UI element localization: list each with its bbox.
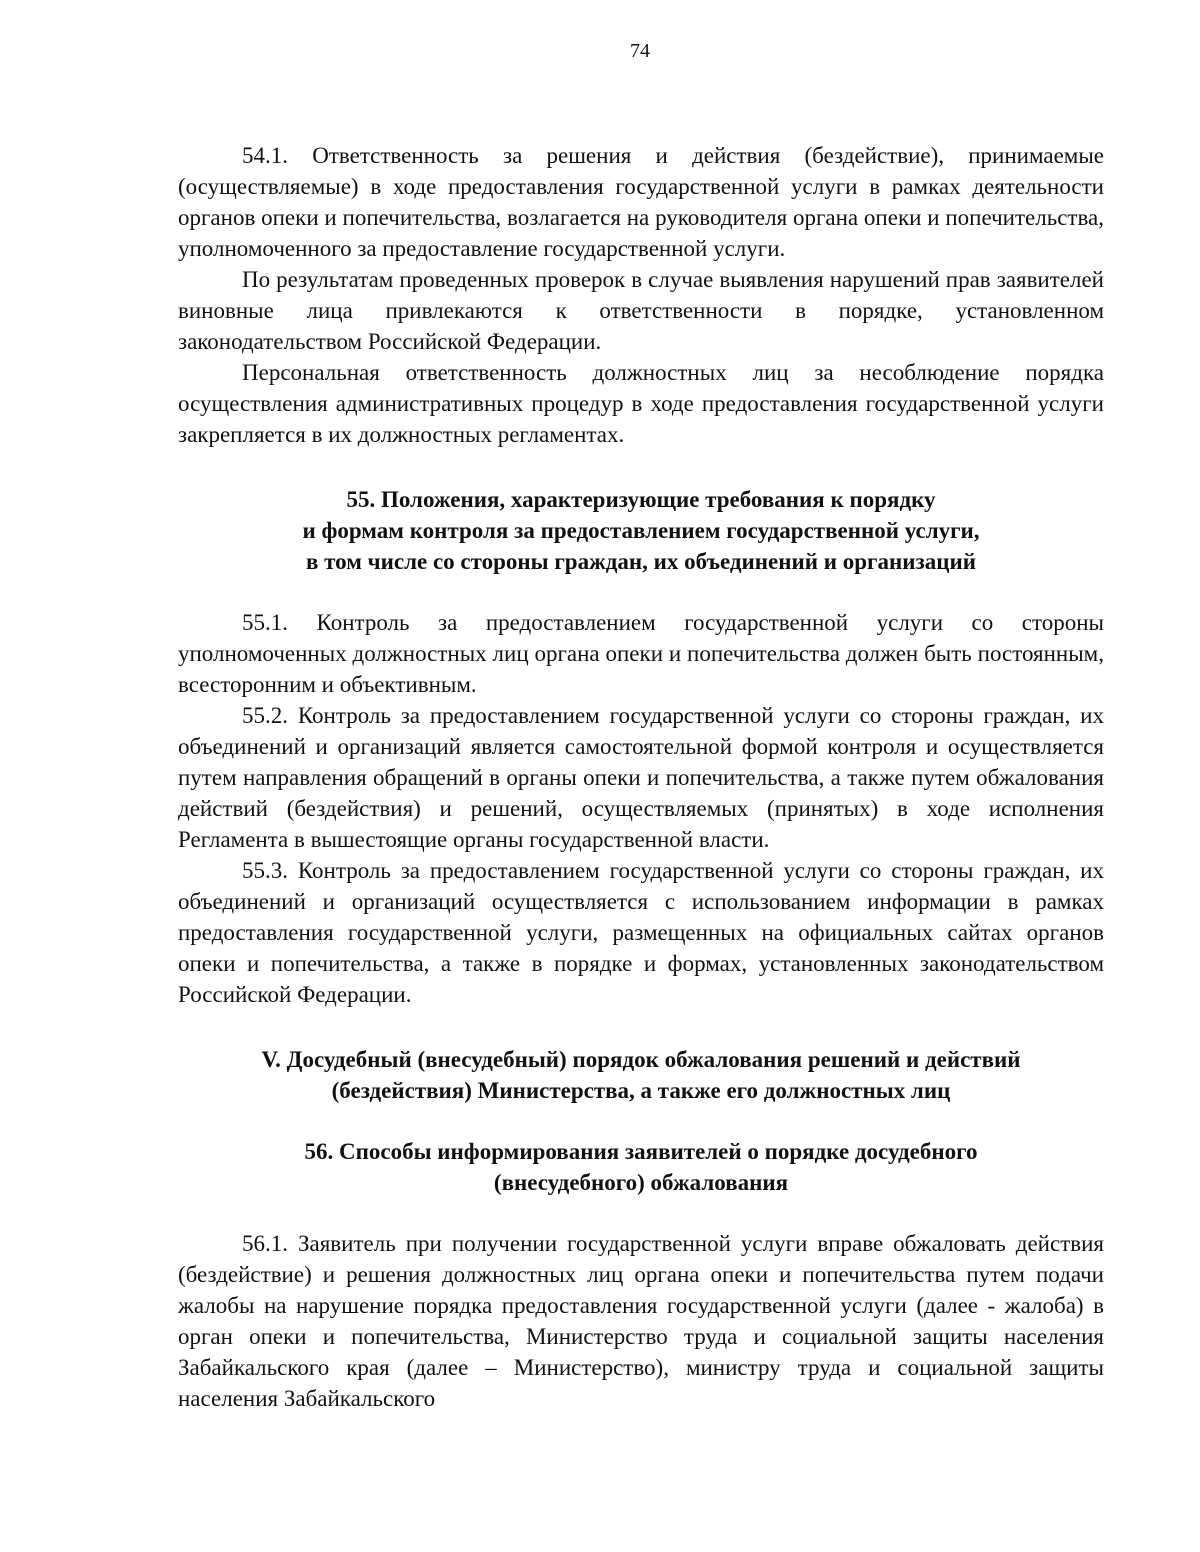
heading-line: V. Досудебный (внесудебный) порядок обжалования решений и действий xyxy=(261,1047,1021,1072)
heading-line: 55. Положения, характеризующие требования к порядку xyxy=(346,487,936,512)
heading-line: (бездействия) Министерства, а также его должностных лиц xyxy=(331,1078,951,1103)
heading-section-56 xyxy=(178,1136,1104,1198)
paragraph-55-2: 55.2. Контроль за предоставлением государственной услуги со стороны граждан, их объединений и организаций является самостоятельной формой контроля и осуществляется путем направления обращений в органы опеки и попечительства, а также путем обжалования действий (бездействия) и решений, осуществляемых (принятых) в ходе исполнения Регламента в вышестоящие органы государственной власти. xyxy=(178,703,1104,852)
heading-line: (внесудебного) обжалования xyxy=(493,1170,789,1195)
heading-line: и формам контроля за предоставлением государственной услуги, xyxy=(302,518,980,543)
paragraph-54-1: 54.1. Ответственность за решения и действия (бездействие), принимаемые (осуществляемые) в ходе предоставления государственной услуги в рамках деятельности органов опеки и попечительства, возлагается на руководителя органа опеки и попечительства, уполномоченного за предоставление государственной услуги. xyxy=(178,143,1104,261)
heading-line: 56. Способы информирования заявителей о порядке досудебного xyxy=(304,1139,978,1164)
paragraph-56-1: 56.1. Заявитель при получении государственной услуги вправе обжаловать действия (бездействие) и решения должностных лиц органа опеки и попечительства путем подачи жалобы на нарушение порядка предоставления государственной услуги (далее - жалоба) в орган опеки и попечительства, Министерство труда и социальной защиты населения Забайкальского края (далее – Министерство), министру труда и социальной защиты населения Забайкальского xyxy=(178,1231,1104,1411)
document-body xyxy=(178,140,1104,1414)
page-number: 74 xyxy=(630,40,650,62)
heading-section-55 xyxy=(178,484,1104,577)
heading-line: в том числе со стороны граждан, их объединений и организаций xyxy=(306,549,976,574)
paragraph-55-3: 55.3. Контроль за предоставлением государственной услуги со стороны граждан, их объединений и организаций осуществляется с использованием информации в рамках предоставления государственной услуги, размещенных на официальных сайтах органов опеки и попечительства, а также в порядке и формах, установленных законодательством Российской Федерации. xyxy=(178,858,1104,1007)
paragraph-inspection-results: По результатам проведенных проверок в случае выявления нарушений прав заявителей виновные лица привлекаются к ответственности в порядке, установленном законодательством Российской Федерации. xyxy=(178,267,1104,354)
paragraph-55-1: 55.1. Контроль за предоставлением государственной услуги со стороны уполномоченных должностных лиц органа опеки и попечительства должен быть постоянным, всесторонним и объективным. xyxy=(178,610,1104,697)
paragraph-personal-responsibility: Персональная ответственность должностных лиц за несоблюдение порядка осуществления административных процедур в ходе предоставления государственной услуги закрепляется в их должностных регламентах. xyxy=(178,360,1104,447)
heading-chapter-v xyxy=(178,1044,1104,1106)
